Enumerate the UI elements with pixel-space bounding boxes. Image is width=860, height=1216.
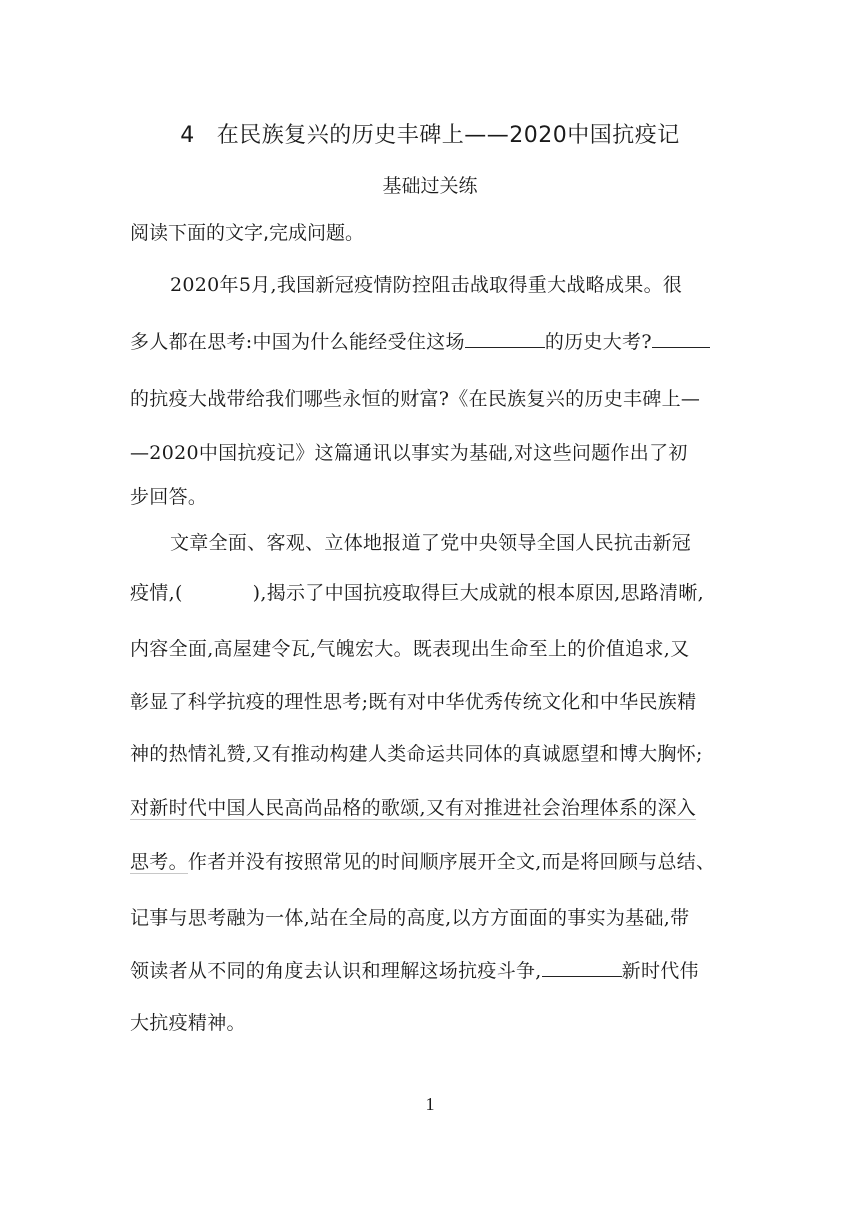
passage-line: 彰显了科学抗疫的理性思考;既有对中华优秀传统文化和中华民族精 xyxy=(130,691,697,713)
passage-line: 2020年5月,我国新冠疫情防控阻击战取得重大战略成果。很 xyxy=(170,274,683,296)
passage-text: 作者并没有按照常见的时间顺序展开全文,而是将回顾与总结、 xyxy=(187,851,716,873)
passage-text: 多人都在思考:中国为什么能经受住这场 xyxy=(130,331,465,353)
lesson-title: 在民族复兴的历史丰碑上——2020中国抗疫记 xyxy=(216,123,680,148)
reading-instruction: 阅读下面的文字,完成问题。 xyxy=(130,222,365,244)
passage-text: 的历史大考? xyxy=(544,331,652,353)
fill-in-blank-3[interactable] xyxy=(542,956,622,977)
passage-line: 的抗疫大战带给我们哪些永恒的财富?《在民族复兴的历史丰碑上— xyxy=(130,388,701,410)
fill-in-blank-2[interactable] xyxy=(652,327,710,348)
passage-line: 内容全面,高屋建令瓦,气魄宏大。既表现出生命至上的价值追求,又 xyxy=(130,638,690,660)
passage-text: 疫情,( xyxy=(130,582,183,604)
passage-text: 领读者从不同的角度去认识和理解这场抗疫斗争, xyxy=(130,960,542,982)
section-subtitle: 基础过关练 xyxy=(382,175,478,197)
passage-line: —2020中国抗疫记》这篇通讯以事实为基础,对这些问题作出了初 xyxy=(130,442,688,464)
passage-line-underlined xyxy=(130,793,696,820)
passage-text: ),揭示了中国抗疫取得巨大成就的根本原因,思路清晰, xyxy=(252,582,704,604)
passage-line xyxy=(130,578,704,605)
fill-in-blank-1[interactable] xyxy=(465,327,545,348)
passage-line: 文章全面、客观、立体地报道了党中央领导全国人民抗击新冠 xyxy=(170,532,692,554)
passage-line xyxy=(130,847,715,874)
passage-line: 步回答。 xyxy=(130,486,208,508)
passage-line: 记事与思考融为一体,站在全局的高度,以方方面面的事实为基础,带 xyxy=(130,907,690,929)
passage-line xyxy=(130,327,710,354)
underlined-text: 对新时代中国人民高尚品格的歌颂,又有对推进社会治理体系的深入 xyxy=(130,797,697,819)
page-title xyxy=(0,118,860,149)
page-number: 1 xyxy=(425,1094,435,1114)
underlined-text: 思考。 xyxy=(130,851,188,873)
passage-line: 神的热情礼赞,又有推动构建人类命运共同体的真诚愿望和博大胸怀; xyxy=(130,743,703,765)
passage-text: 新时代伟 xyxy=(621,960,699,982)
passage-line xyxy=(130,956,699,983)
passage-line: 大抗疫精神。 xyxy=(130,1012,246,1034)
lesson-number: 4 xyxy=(180,123,195,148)
